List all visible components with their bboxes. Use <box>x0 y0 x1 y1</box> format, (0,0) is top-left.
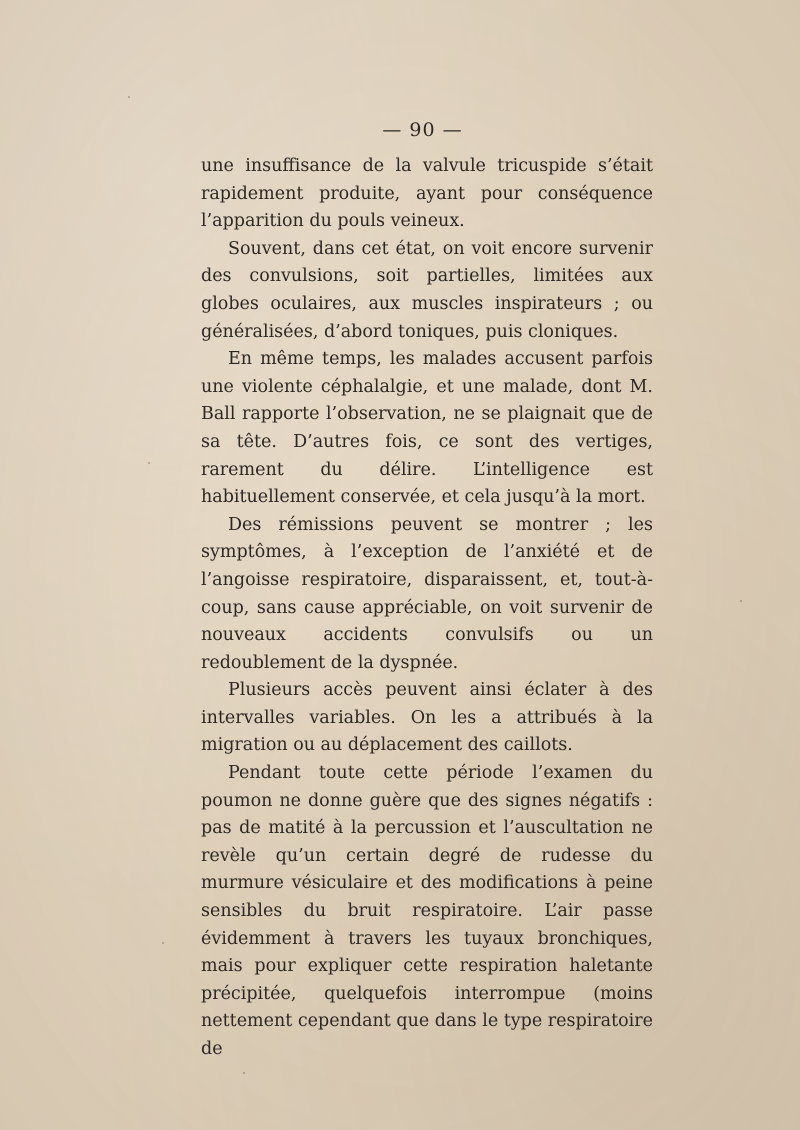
paper-speck <box>128 96 130 98</box>
paragraph-5: Plusieurs accès peuvent ainsi éclater à des intervalles variables. On les a attribués à la migration ou au déplacement des caillots. <box>201 680 653 756</box>
page-number: — 90 — <box>382 119 463 141</box>
paper-speck <box>148 462 150 464</box>
paragraph-4: Des rémissions peuvent se montrer ; les symptômes, à l’exception de l’anxiété et de l’angoisse respiratoire, disparaissent, et, tout-à-coup, sans cause appréciable, on voit survenir de nouveaux accidents convulsifs ou un redoublement de la dyspnée. <box>201 514 653 673</box>
paper-speck <box>537 962 539 964</box>
paragraph-6: Pendant toute cette période l’examen du poumon ne donne guère que des signes négatifs : pas de matité à la percussion et l’auscultation ne revèle qu’un certain degré de rudesse du murmure vésiculaire et des modifications à peine sensibles du bruit respiratoire. L’air passe évidemment à travers les tuyaux bronchiques, mais pour expliquer cette respiration haletante précipitée, quelquefois interrompue (moins nettement cependant que dans le type respiratoire de <box>201 763 653 1059</box>
paper-speck <box>740 600 742 602</box>
paragraph-2: Souvent, dans cet état, on voit encore survenir des convulsions, soit partielles, limitées aux globes oculaires, aux muscles inspirateurs ; ou généralisées, d’abord toniques, puis cloniques. <box>201 238 653 342</box>
paragraph-1: une insuffisance de la valvule tricuspide s’était rapidement produite, ayant pour conséquence l’apparition du pouls veineux. <box>201 156 653 232</box>
paper-speck <box>243 1072 245 1074</box>
body-text <box>201 153 653 1064</box>
paragraph-3: En même temps, les malades accusent parfois une violente céphalalgie, et une malade, dont M. Ball rapporte l’observation, ne se plaignait que de sa tête. D’autres fois, ce sont des vertiges, rarement du délire. L’intelligence est habituellement conservée, et cela jusqu’à la mort. <box>201 349 653 508</box>
paper-speck <box>162 942 164 944</box>
